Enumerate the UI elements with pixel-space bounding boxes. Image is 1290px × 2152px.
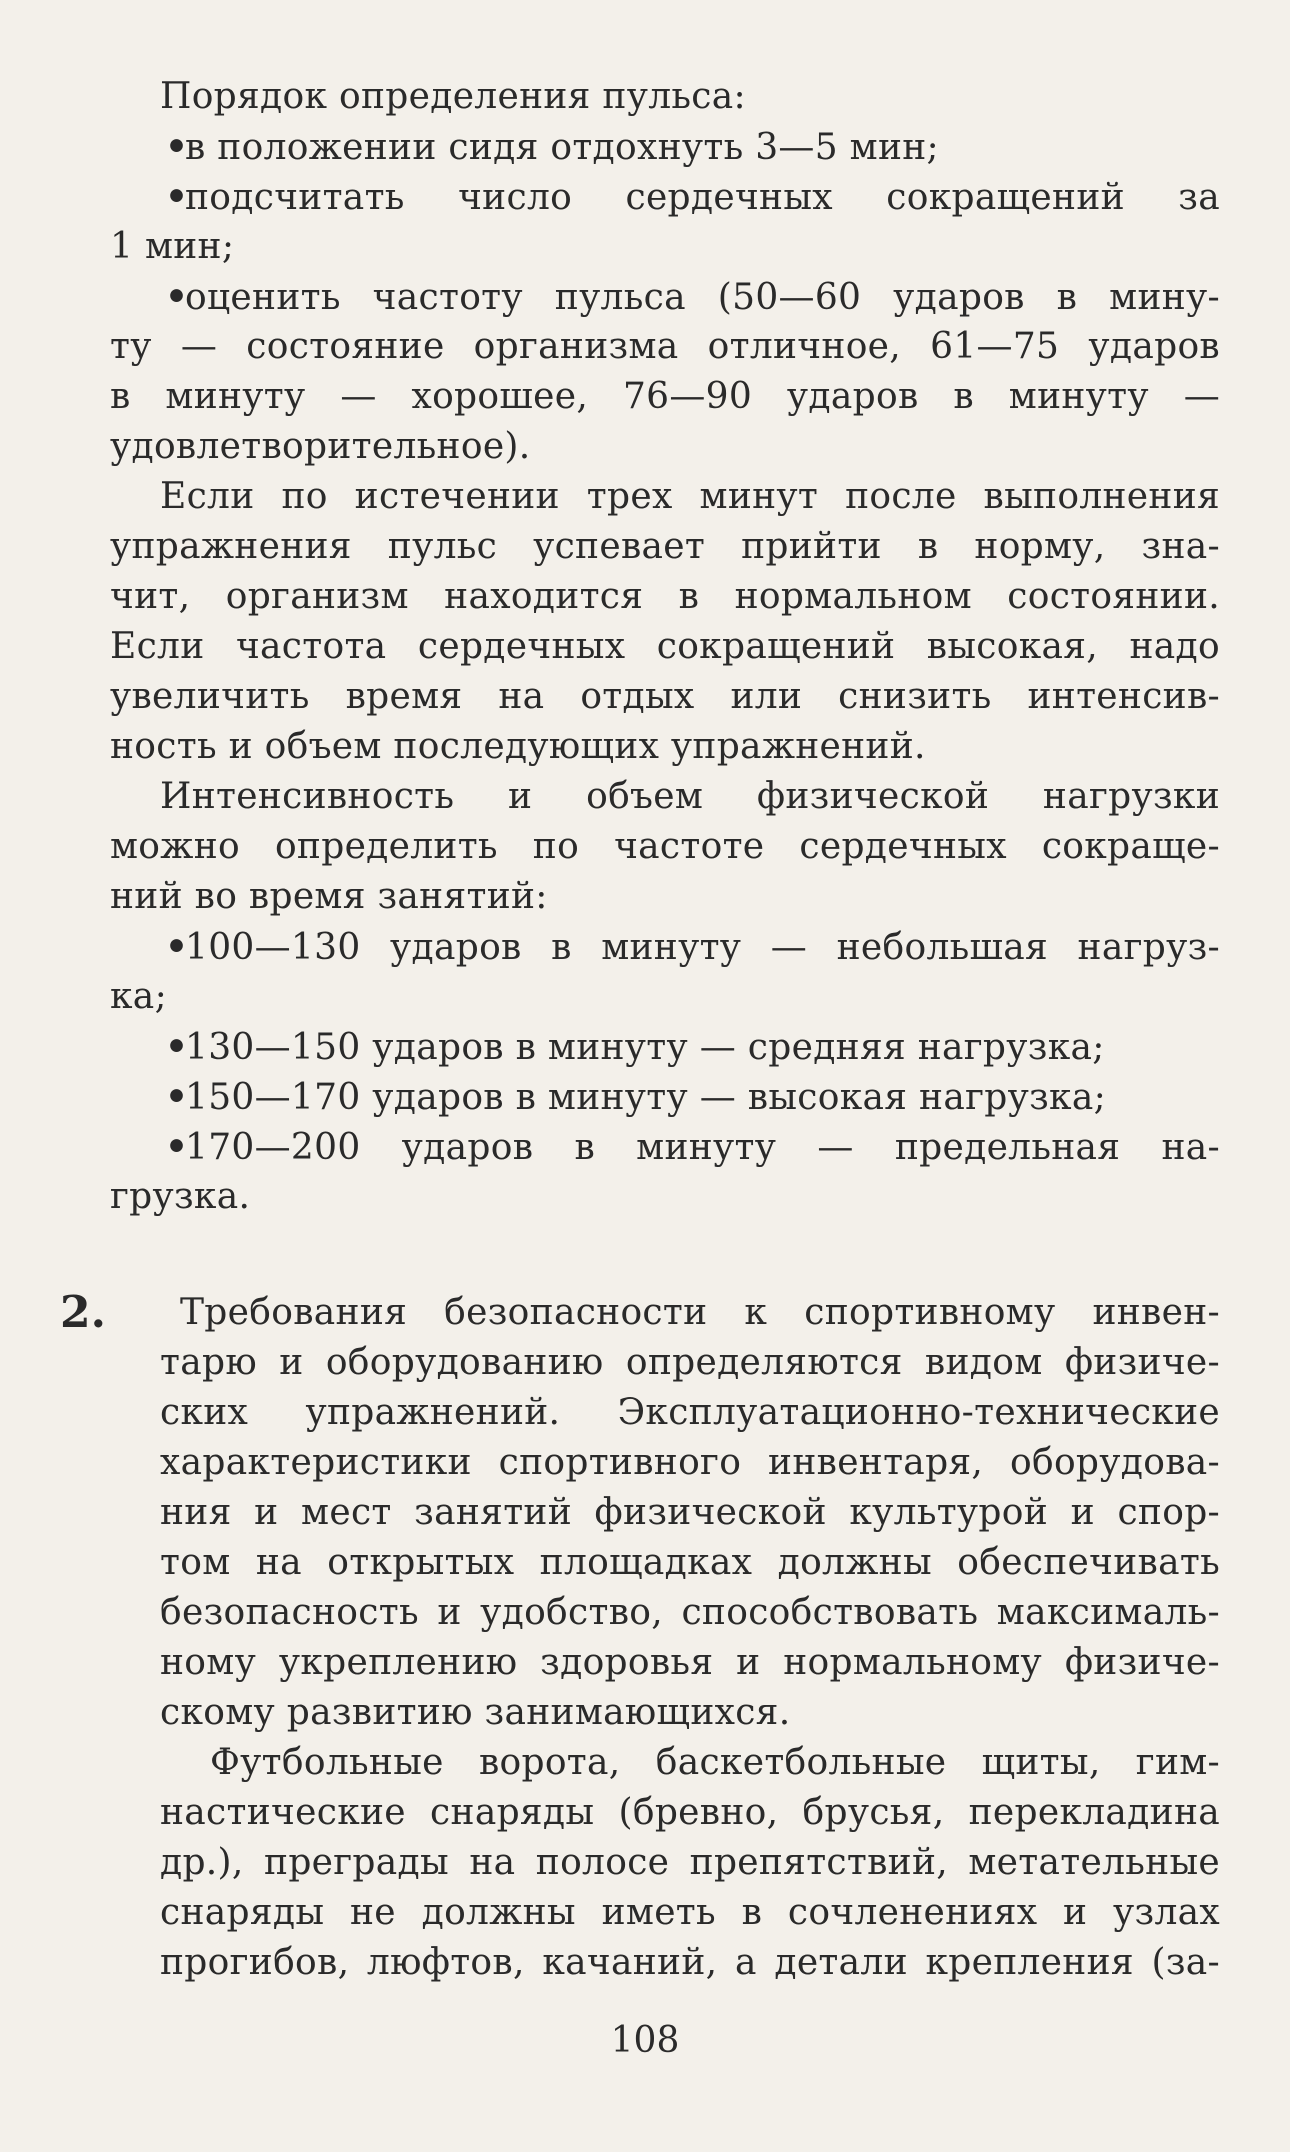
- intensity-line: ний во время занятий:: [110, 876, 548, 917]
- section2-para2-line: Футбольные ворота, баскетбольные щиты, гим-: [210, 1742, 1220, 1783]
- recovery-line: Если частота сердечных сокращений высокая, надо: [110, 626, 1220, 667]
- load-item-2: •130—150 ударов в минуту — средняя нагрузка;: [165, 1026, 1105, 1068]
- pulse-section: [110, 72, 1220, 1222]
- section2-line: характеристики спортивного инвентаря, оборудова-: [160, 1442, 1220, 1483]
- section2-line: ских упражнений. Эксплуатационно-технические: [160, 1392, 1220, 1433]
- section2-para2-line: прогибов, люфтов, качаний, а детали крепления (за-: [160, 1942, 1220, 1983]
- section2-para2-line: настические снаряды (бревно, брусья, перекладина: [160, 1792, 1220, 1833]
- pulse-item-2-cont: 1 мин;: [110, 226, 235, 267]
- section2-line: ния и мест занятий физической культурой и спор-: [160, 1492, 1220, 1533]
- recovery-line: увеличить время на отдых или снизить интенсив-: [110, 676, 1220, 717]
- recovery-line: Если по истечении трех минут после выполнения: [160, 476, 1220, 517]
- section2-para2-line: др.), преграды на полосе препятствий, метательные: [160, 1842, 1220, 1883]
- section2-line: безопасность и удобство, способствовать максималь-: [160, 1592, 1220, 1633]
- section2-para2-line: снаряды не должны иметь в сочленениях и узлах: [160, 1892, 1220, 1933]
- page-number: 108: [610, 2020, 680, 2061]
- intensity-line: Интенсивность и объем физической нагрузки: [160, 776, 1220, 817]
- pulse-item-3-cont: ту — состояние организма отличное, 61—75 ударов: [110, 326, 1220, 367]
- recovery-line: упражнения пульс успевает прийти в норму, зна-: [110, 526, 1220, 567]
- load-item-1: •100—130 ударов в минуту — небольшая нагруз-: [165, 926, 1220, 968]
- load-item-3: •150—170 ударов в минуту — высокая нагрузка;: [165, 1076, 1107, 1118]
- section-number: 2.: [60, 1287, 106, 1338]
- section2-line: тарю и оборудованию определяются видом физиче-: [160, 1342, 1220, 1383]
- pulse-item-2: •подсчитать число сердечных сокращений за: [165, 176, 1220, 218]
- load-item-4-cont: грузка.: [110, 1176, 251, 1217]
- pulse-item-1: •в положении сидя отдохнуть 3—5 мин;: [165, 126, 939, 168]
- recovery-line: чит, организм находится в нормальном состоянии.: [110, 576, 1220, 617]
- pulse-item-3: •оценить частоту пульса (50—60 ударов в мину-: [165, 276, 1220, 318]
- section2-line: Требования безопасности к спортивному инвен-: [180, 1292, 1220, 1333]
- pulse-heading: Порядок определения пульса:: [160, 76, 746, 117]
- recovery-line: ность и объем последующих упражнений.: [110, 726, 926, 767]
- load-item-1-cont: ка;: [110, 976, 167, 1017]
- section2-line: том на открытых площадках должны обеспечивать: [160, 1542, 1220, 1583]
- section-2: [160, 1288, 1220, 1988]
- section2-line: скому развитию занимающихся.: [160, 1692, 791, 1733]
- pulse-item-3-cont: в минуту — хорошее, 76—90 ударов в минуту —: [110, 376, 1220, 417]
- section2-line: ному укреплению здоровья и нормальному физиче-: [160, 1642, 1220, 1683]
- pulse-item-3-cont: удовлетворительное).: [110, 426, 531, 467]
- intensity-line: можно определить по частоте сердечных сокраще-: [110, 826, 1220, 867]
- load-item-4: •170—200 ударов в минуту — предельная на-: [165, 1126, 1220, 1168]
